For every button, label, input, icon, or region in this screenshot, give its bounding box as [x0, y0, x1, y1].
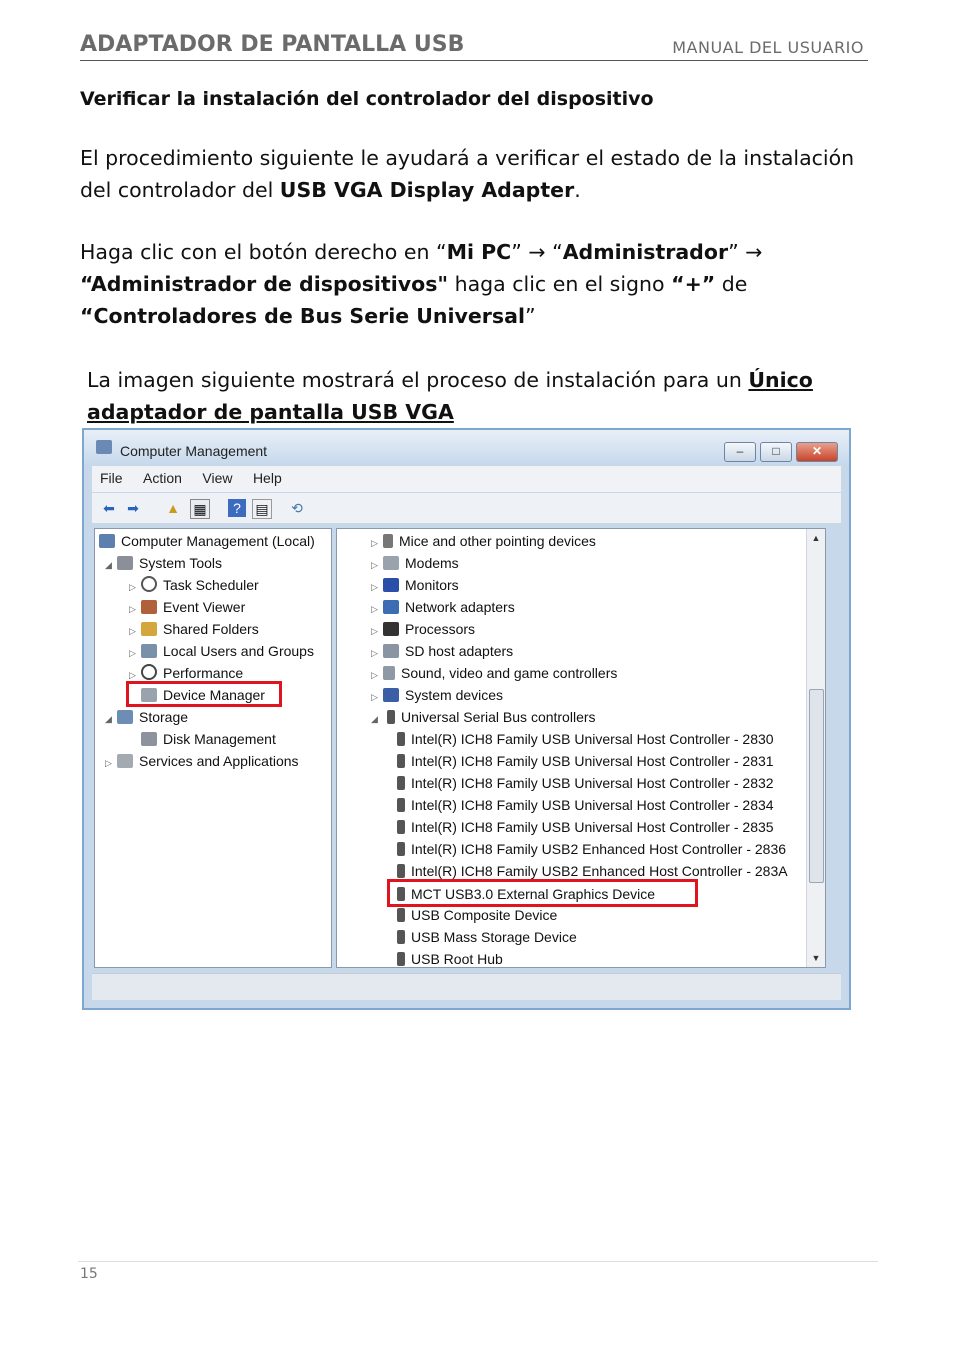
- storage-icon: [117, 710, 133, 724]
- device-category[interactable]: ▷ System devices: [371, 685, 503, 705]
- menu-action[interactable]: Action: [143, 470, 182, 486]
- paragraph-intro: El procedimiento siguiente le ayudará a verificar el estado de la instalación del controlador del USB VGA Display Adapter.: [80, 146, 855, 202]
- network-icon: [383, 600, 399, 614]
- tools-icon: [117, 556, 133, 570]
- usb-icon: [397, 732, 405, 746]
- modem-icon: [383, 556, 399, 570]
- menu-file[interactable]: File: [100, 470, 123, 486]
- help-icon[interactable]: ?: [228, 499, 246, 517]
- scrollbar-thumb[interactable]: [809, 689, 824, 883]
- back-icon[interactable]: ⬅: [103, 500, 115, 516]
- up-folder-icon[interactable]: ▲: [166, 500, 180, 516]
- scan-hardware-icon[interactable]: ⟲: [291, 500, 303, 516]
- toolbar: [92, 493, 841, 524]
- device-manager-highlight: [126, 681, 282, 707]
- device-category-usb[interactable]: ◢ Universal Serial Bus controllers: [371, 707, 596, 727]
- usb-icon: [387, 710, 395, 724]
- tree-item-services-applications[interactable]: ▷ Services and Applications: [105, 751, 299, 771]
- menubar: [92, 466, 841, 492]
- expand-icon[interactable]: ▷: [129, 626, 136, 636]
- processor-icon: [383, 622, 399, 636]
- console-tree-pane: [94, 528, 332, 968]
- tree-item-disk-management[interactable]: Disk Management: [141, 729, 276, 749]
- properties-icon[interactable]: ▤: [252, 499, 272, 519]
- device-category[interactable]: ▷ Processors: [371, 619, 475, 639]
- shared-folder-icon: [141, 622, 157, 636]
- expand-icon[interactable]: ▷: [371, 670, 378, 680]
- expand-icon[interactable]: ▷: [371, 560, 378, 570]
- usb-icon: [397, 776, 405, 790]
- disk-icon: [141, 732, 157, 746]
- tree-item-computer-management[interactable]: Computer Management (Local): [99, 531, 315, 551]
- speaker-icon: [383, 666, 395, 680]
- usb-device[interactable]: Intel(R) ICH8 Family USB2 Enhanced Host Controller - 2836: [397, 839, 786, 859]
- device-category[interactable]: ▷ Monitors: [371, 575, 459, 595]
- system-devices-icon: [383, 688, 399, 702]
- expand-icon[interactable]: ▷: [371, 626, 378, 636]
- expand-icon[interactable]: ▷: [371, 604, 378, 614]
- header-divider: [80, 60, 868, 61]
- maximize-button[interactable]: □: [760, 442, 792, 462]
- device-category[interactable]: ▷ Modems: [371, 553, 459, 573]
- section-title: Verificar la instalación del controlador del dispositivo: [80, 88, 654, 110]
- usb-icon: [397, 952, 405, 966]
- collapse-icon[interactable]: ◢: [105, 560, 112, 570]
- usb-icon: [397, 908, 405, 922]
- usb-icon: [397, 930, 405, 944]
- expand-icon[interactable]: ▷: [129, 604, 136, 614]
- tree-item-performance[interactable]: ▷ Performance: [129, 663, 243, 683]
- header-title: ADAPTADOR DE PANTALLA USB: [80, 32, 465, 57]
- tree-item-local-users-groups[interactable]: ▷ Local Users and Groups: [129, 641, 314, 661]
- tree-item-task-scheduler[interactable]: ▷ Task Scheduler: [129, 575, 259, 595]
- usb-device[interactable]: USB Composite Device: [397, 905, 557, 925]
- expand-icon[interactable]: ▷: [371, 648, 378, 658]
- mct-device-highlight: [387, 879, 698, 907]
- expand-icon[interactable]: ▷: [105, 758, 112, 768]
- status-bar: [92, 973, 841, 1000]
- expand-icon[interactable]: ▷: [371, 692, 378, 702]
- mouse-icon: [383, 534, 393, 548]
- paragraph-steps: Haga clic con el botón derecho en “Mi PC” → “Administrador” → “Administrador de dispositivos" haga clic en el signo “+” de “Controladores de Bus Serie Universal”: [80, 240, 763, 328]
- computer-management-screenshot: [82, 428, 851, 1010]
- device-category[interactable]: ▷ Mice and other pointing devices: [371, 531, 596, 551]
- tree-item-storage[interactable]: ◢ Storage: [105, 707, 188, 727]
- usb-icon: [397, 864, 405, 878]
- monitor-icon: [383, 578, 399, 592]
- show-hide-tree-icon[interactable]: ▦: [190, 499, 210, 519]
- device-category[interactable]: ▷ SD host adapters: [371, 641, 513, 661]
- paragraph-image-caption: La imagen siguiente mostrará el proceso de instalación para un Único adaptador de pantalla USB VGA: [87, 368, 813, 424]
- footer-divider: [78, 1261, 878, 1262]
- collapse-icon[interactable]: ◢: [105, 714, 112, 724]
- menu-help[interactable]: Help: [252, 470, 282, 486]
- collapse-icon[interactable]: ◢: [371, 714, 378, 724]
- vertical-scrollbar[interactable]: [806, 529, 825, 967]
- window-titlebar: [84, 430, 849, 464]
- usb-icon: [397, 798, 405, 812]
- expand-icon[interactable]: ▷: [371, 582, 378, 592]
- usb-device[interactable]: USB Mass Storage Device: [397, 927, 577, 947]
- usb-icon: [397, 754, 405, 768]
- usb-device[interactable]: Intel(R) ICH8 Family USB Universal Host Controller - 2831: [397, 751, 774, 771]
- tree-item-shared-folders[interactable]: ▷ Shared Folders: [129, 619, 259, 639]
- usb-device-mct-graphics[interactable]: MCT USB3.0 External Graphics Device: [397, 884, 655, 904]
- computer-icon: [99, 534, 115, 548]
- expand-icon[interactable]: ▷: [129, 648, 136, 658]
- clock-icon: [141, 576, 157, 592]
- usb-device[interactable]: Intel(R) ICH8 Family USB Universal Host Controller - 2835: [397, 817, 774, 837]
- usb-device[interactable]: USB Root Hub: [397, 949, 503, 968]
- usb-icon: [397, 842, 405, 856]
- device-category[interactable]: ▷ Sound, video and game controllers: [371, 663, 617, 683]
- usb-device[interactable]: Intel(R) ICH8 Family USB Universal Host Controller - 2830: [397, 729, 774, 749]
- tree-item-system-tools[interactable]: ◢ System Tools: [105, 553, 222, 573]
- page-number: 15: [80, 1266, 98, 1282]
- header-manual-label: MANUAL DEL USUARIO: [672, 38, 864, 57]
- usb-device[interactable]: Intel(R) ICH8 Family USB Universal Host Controller - 2834: [397, 795, 774, 815]
- event-viewer-icon: [141, 600, 157, 614]
- scroll-up-icon[interactable]: ▲: [811, 533, 821, 543]
- expand-icon[interactable]: ▷: [371, 538, 378, 548]
- expand-icon[interactable]: ▷: [129, 670, 136, 680]
- scroll-down-icon[interactable]: ▼: [811, 953, 821, 963]
- expand-icon[interactable]: ▷: [129, 582, 136, 592]
- forward-icon[interactable]: ➡: [127, 500, 139, 516]
- menu-view[interactable]: View: [202, 470, 233, 486]
- performance-icon: [141, 664, 157, 680]
- sd-host-icon: [383, 644, 399, 658]
- tree-item-event-viewer[interactable]: ▷ Event Viewer: [129, 597, 245, 617]
- usb-device[interactable]: Intel(R) ICH8 Family USB2 Enhanced Host Controller - 283A: [397, 861, 788, 881]
- minimize-button[interactable]: –: [724, 442, 756, 462]
- computer-management-icon: [96, 440, 112, 454]
- tree-item-device-manager[interactable]: Device Manager: [141, 685, 265, 705]
- usb-device[interactable]: Intel(R) ICH8 Family USB Universal Host Controller - 2832: [397, 773, 774, 793]
- window-title: Computer Management: [120, 443, 268, 459]
- device-category[interactable]: ▷ Network adapters: [371, 597, 515, 617]
- services-icon: [117, 754, 133, 768]
- usb-icon: [397, 820, 405, 834]
- users-icon: [141, 644, 157, 658]
- close-button[interactable]: ✕: [796, 442, 838, 462]
- device-tree-pane: [336, 528, 826, 968]
